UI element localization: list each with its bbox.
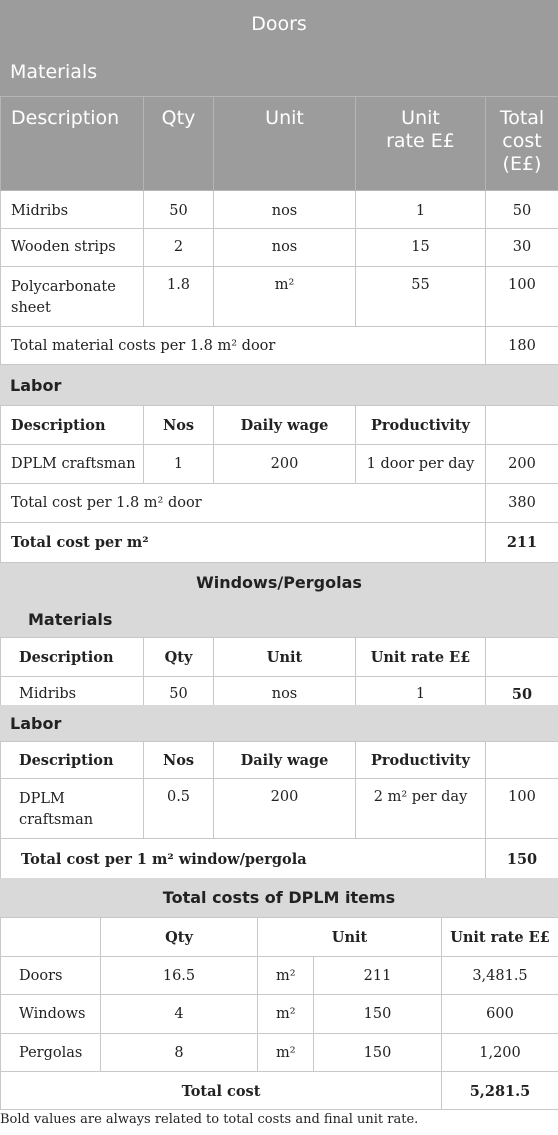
table-row: Midribs 50 nos 1 50 xyxy=(1,677,558,707)
doors-materials-bar xyxy=(0,48,558,97)
doors-labor-bar xyxy=(0,365,558,405)
col-header-qty: Qty xyxy=(144,97,214,191)
doors-total-door-row: Total cost per 1.8 m² door 380 xyxy=(1,484,558,523)
doors-total-m2-row: Total cost per m² 211 xyxy=(1,523,558,563)
windows-total-row: Total cost per 1 m² window/pergola 150 xyxy=(1,839,558,879)
doors-title-bar xyxy=(0,0,558,49)
summary-title-bar xyxy=(0,878,558,917)
col-header-unit: Unit xyxy=(214,97,356,191)
windows-title: Windows/Pergolas xyxy=(196,572,362,592)
col-header-unit-rate: Unit rate E£ xyxy=(356,97,486,191)
table-row: Polycarbonate sheet 1.8 m² 55 100 xyxy=(1,267,558,327)
doors-labor-title: Labor xyxy=(10,375,62,395)
windows-labor-bar xyxy=(0,705,558,741)
doors-labor-header-row: Description Nos Daily wage Productivity xyxy=(1,406,558,445)
summary-title: Total costs of DPLM items xyxy=(162,888,396,907)
table-row: Windows 4 m² 150 600 xyxy=(1,995,558,1034)
doors-materials-header-row xyxy=(1,97,558,191)
footnote: Bold values are always related to total costs and final unit rate. xyxy=(0,1112,419,1127)
table-row: Pergolas 8 m² 150 1,200 xyxy=(1,1034,558,1072)
windows-materials-title: Materials xyxy=(28,609,113,629)
doors-title: Doors xyxy=(251,13,307,35)
windows-materials-table xyxy=(0,637,558,707)
windows-labor-header-row: Description Nos Daily wage Productivity xyxy=(1,742,558,779)
doors-material-total-row: Total material costs per 1.8 m² door 180 xyxy=(1,327,558,365)
windows-materials-header-row: Description Qty Unit Unit rate E£ xyxy=(1,638,558,677)
windows-labor-table xyxy=(0,741,558,879)
summary-header-row: Qty Unit Unit rate E£ xyxy=(1,918,558,957)
col-header-total-cost: Total cost (E£) xyxy=(486,97,558,191)
table-row: DPLM craftsman 0.5 200 2 m² per day 100 xyxy=(1,779,558,839)
table-row: DPLM craftsman 1 200 1 door per day 200 xyxy=(1,445,558,484)
summary-total-row: Total cost 5,281.5 xyxy=(1,1072,558,1110)
windows-materials-bar xyxy=(0,601,558,637)
summary-table xyxy=(0,917,558,1110)
table-row: Midribs 50 nos 1 50 xyxy=(1,191,558,229)
doors-labor-table xyxy=(0,405,558,563)
table-row: Doors 16.5 m² 211 3,481.5 xyxy=(1,957,558,995)
doors-materials-title: Materials xyxy=(10,61,98,83)
windows-labor-title: Labor xyxy=(10,713,62,733)
table-row: Wooden strips 2 nos 15 30 xyxy=(1,229,558,267)
doors-materials-table xyxy=(0,96,558,365)
windows-title-bar xyxy=(0,563,558,601)
col-header-description: Description xyxy=(1,97,144,191)
